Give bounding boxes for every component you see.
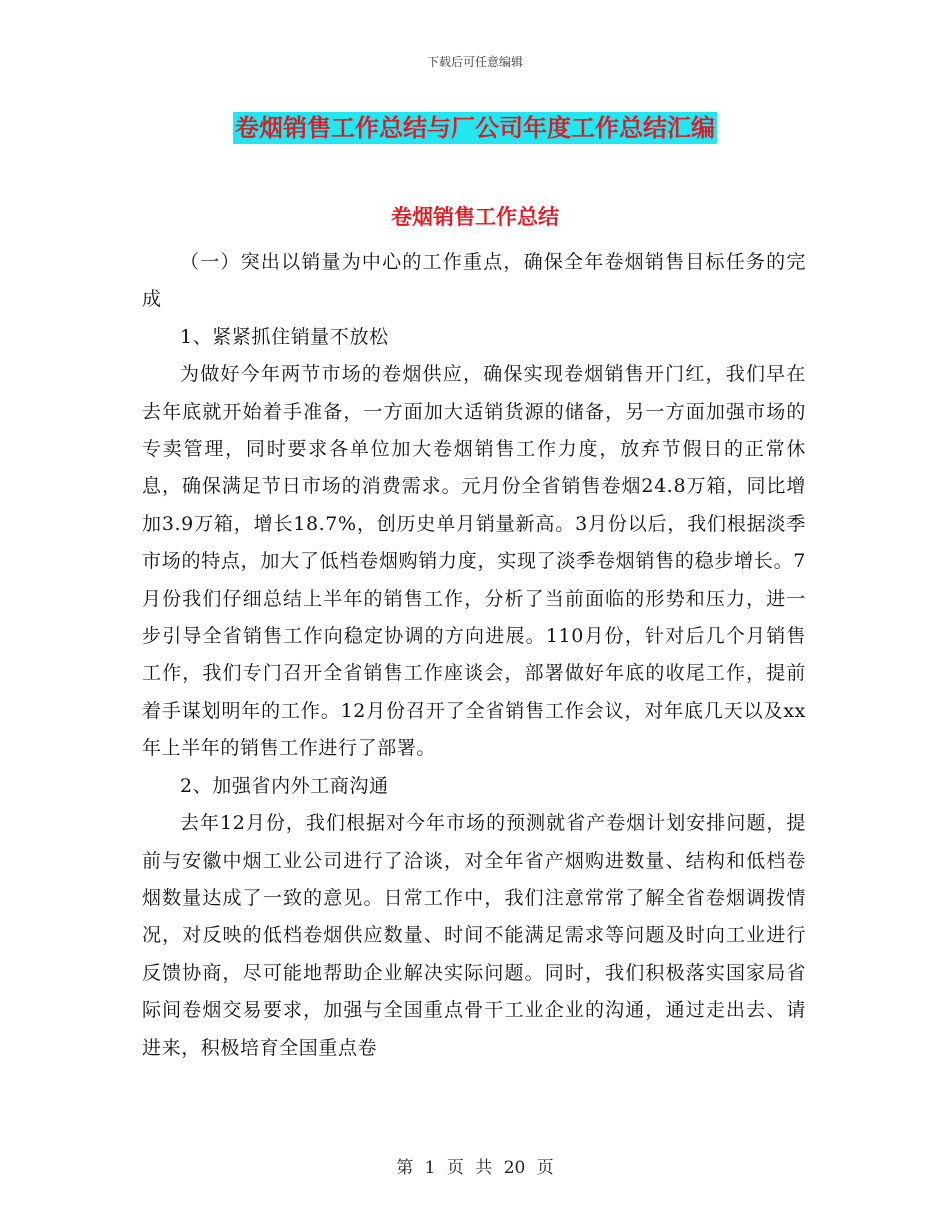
paragraph: （一）突出以销量为中心的工作重点，确保全年卷烟销售目标任务的完成 <box>142 251 806 311</box>
document-title: 卷烟销售工作总结与厂公司年度工作总结汇编 <box>235 114 715 142</box>
page-footer: 第 1 页 共 20 页 <box>396 1158 554 1178</box>
section-title: 卷烟销售工作总结 <box>391 205 559 229</box>
paragraph: 去年12月份，我们根据对今年市场的预测就省产卷烟计划安排问题，提前与安徽中烟工业公司进行了洽谈，对全年省产烟购进数量、结构和低档卷烟数量达成了一致的意见。日常工作中，我们注意常常了解全省卷烟调拨情况，对反映的低档卷烟供应数量、时间不能满足需求等问题及时向工业进行反馈协商，尽可能地帮助企业解决实际问题。同时，我们积极落实国家局省际间卷烟交易要求，加强与全国重点骨干工业企业的沟通，通过走出去、请进来，积极培育全国重点卷 <box>142 812 806 1059</box>
paragraph: 2、加强省内外工商沟通 <box>180 774 389 797</box>
paragraph: 为做好今年两节市场的卷烟供应，确保实现卷烟销售开门红，我们早在去年底就开始着手准备，一方面加大适销货源的储备，另一方面加强市场的专卖管理，同时要求各单位加大卷烟销售工作力度，放弃节假日的正常休息，确保满足节日市场的消费需求。元月份全省销售卷烟24.8万箱，同比增加3.9万箱，增长18.7%，创历史单月销量新高。3月份以后，我们根据淡季市场的特点，加大了低档卷烟购销力度，实现了淡季卷烟销售的稳步增长。7月份我们仔细总结上半年的销售工作，分析了当前面临的形势和压力，进一步引导全省销售工作向稳定协调的方向进展。110月份，针对后几个月销售工作，我们专门召开全省销售工作座谈会，部署做好年底的收尾工作，提前着手谋划明年的工作。12月份召开了全省销售工作会议，对年底几天以及xx年上半年的销售工作进行了部署。 <box>142 363 806 760</box>
header-note: 下载后可任意编辑 <box>426 55 523 69</box>
body-text <box>142 244 806 1067</box>
paragraph: 1、紧紧抓住销量不放松 <box>180 325 389 348</box>
document-title-block <box>0 111 950 145</box>
